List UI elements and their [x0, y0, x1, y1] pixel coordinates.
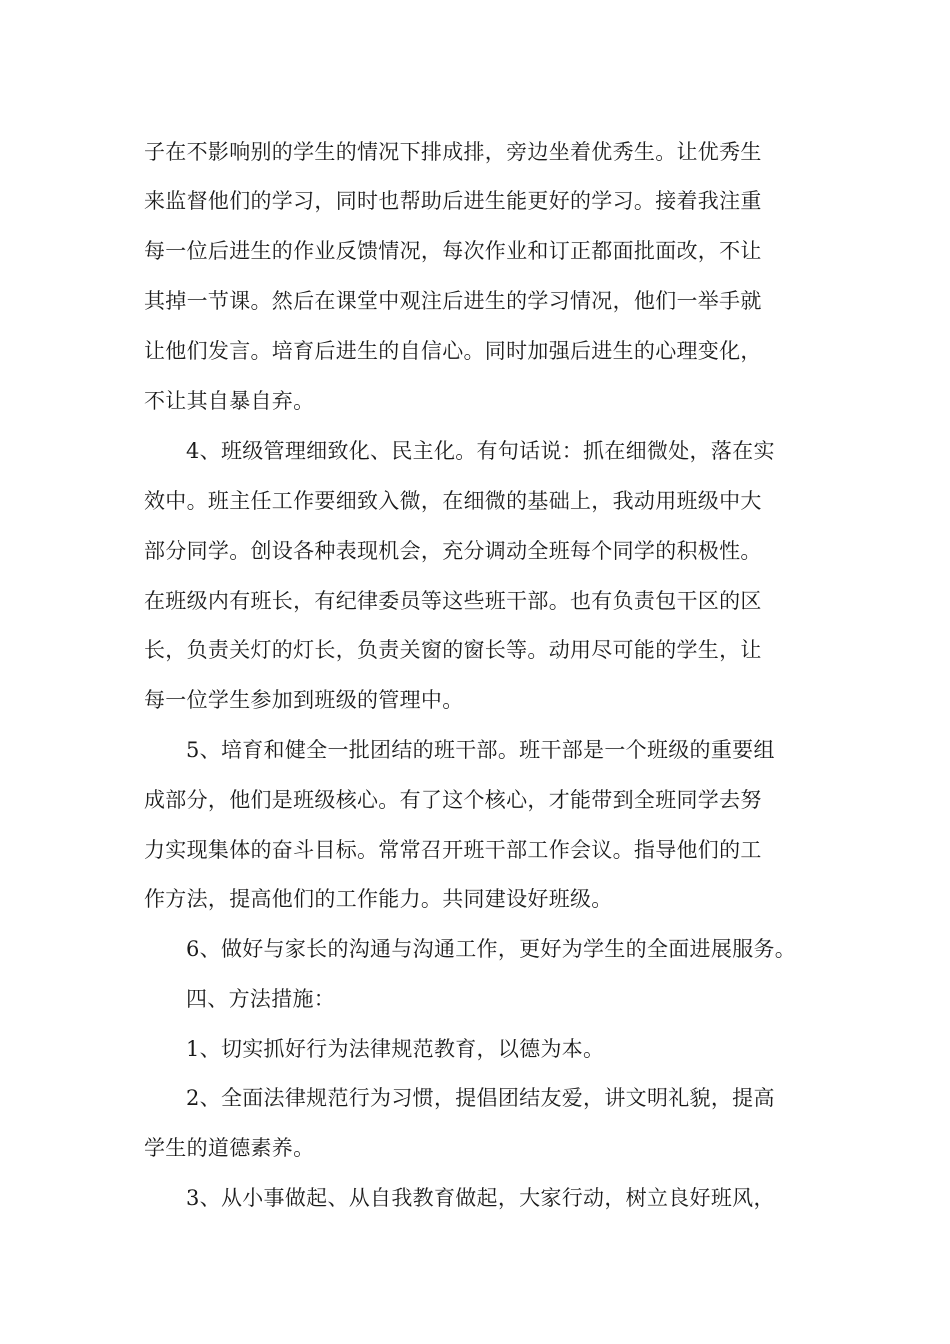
paragraph-first-line: 1、切实抓好行为法律规范教育，以德为本。 — [186, 1037, 605, 1061]
text-line: 子在不影响别的学生的情况下排成排，旁边坐着优秀生。让优秀生 — [144, 140, 762, 164]
text-line: 成部分，他们是班级核心。有了这个核心，才能带到全班同学去努 — [144, 788, 762, 812]
text-line: 长，负责关灯的灯长，负责关窗的窗长等。动用尽可能的学生，让 — [144, 638, 762, 662]
paragraph-first-line: 3、从小事做起、从自我教育做起，大家行动，树立良好班风， — [186, 1186, 775, 1210]
text-line: 其掉一节课。然后在课堂中观注后进生的学习情况，他们一举手就 — [144, 289, 762, 313]
paragraph-first-line: 6、做好与家长的沟通与沟通工作，更好为学生的全面进展服务。 — [186, 937, 797, 961]
text-line: 作方法，提高他们的工作能力。共同建设好班级。 — [144, 887, 613, 911]
paragraph-first-line: 5、培育和健全一批团结的班干部。班干部是一个班级的重要组 — [186, 738, 775, 762]
text-line: 效中。班主任工作要细致入微，在细微的基础上，我动用班级中大 — [144, 489, 762, 513]
text-line: 部分同学。创设各种表现机会，充分调动全班每个同学的积极性。 — [144, 539, 762, 563]
paragraph-first-line: 2、全面法律规范行为习惯，提倡团结友爱，讲文明礼貌，提高 — [186, 1086, 775, 1110]
text-line: 学生的道德素养。 — [144, 1136, 315, 1160]
text-line: 来监督他们的学习，同时也帮助后进生能更好的学习。接着我注重 — [144, 189, 762, 213]
text-line: 每一位学生参加到班级的管理中。 — [144, 688, 464, 712]
section-heading: 四、方法措施： — [186, 987, 336, 1011]
text-line: 不让其自暴自弃。 — [144, 389, 315, 413]
text-line: 在班级内有班长，有纪律委员等这些班干部。也有负责包干区的区 — [144, 589, 762, 613]
text-line: 力实现集体的奋斗目标。常常召开班干部工作会议。指导他们的工 — [144, 838, 762, 862]
text-line: 让他们发言。培育后进生的自信心。同时加强后进生的心理变化， — [144, 339, 762, 363]
paragraph-first-line: 4、班级管理细致化、民主化。有句话说：抓在细微处，落在实 — [186, 439, 775, 463]
text-line: 每一位后进生的作业反馈情况，每次作业和订正都面批面改，不让 — [144, 239, 762, 263]
